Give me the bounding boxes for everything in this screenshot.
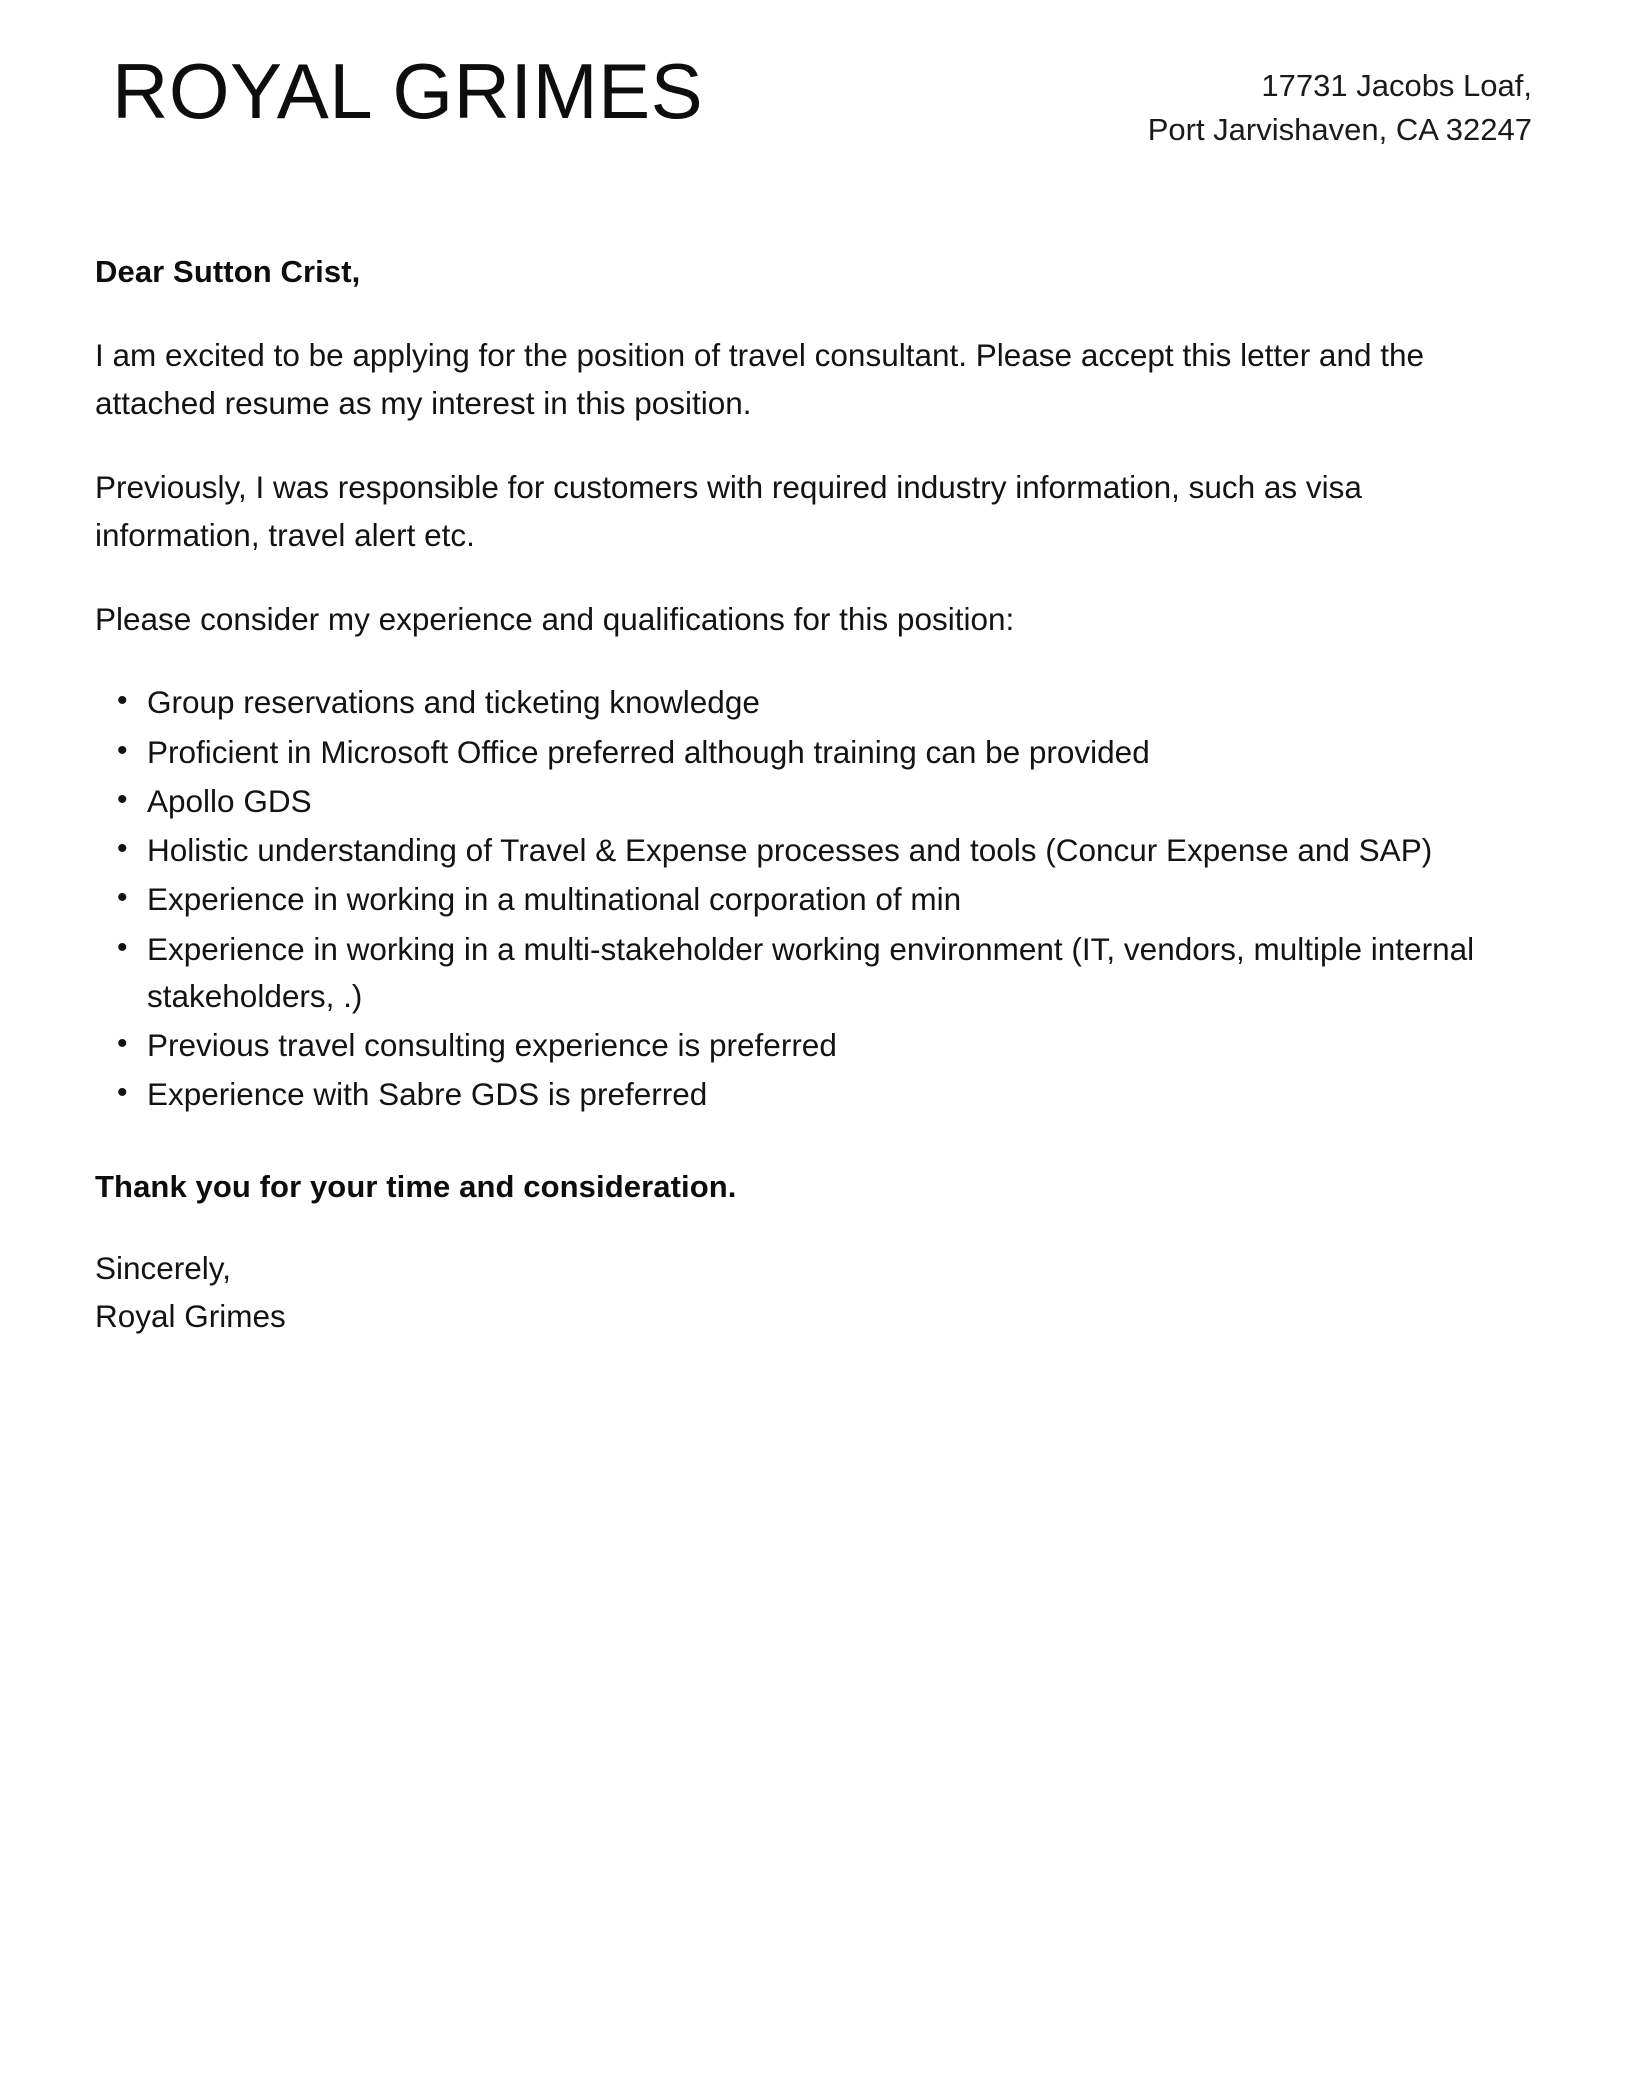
body-paragraph-1: I am excited to be applying for the position of travel consultant. Please accept this letter and the attached resume as my interest in this position. xyxy=(95,337,1425,421)
contact-address-block xyxy=(1148,50,1532,152)
list-item: • Group reservations and ticketing knowledge xyxy=(95,679,1515,726)
list-item: • Experience in working in a multi-stakeholder working environment (IT, vendors, multiple internal stakeholders, .) xyxy=(95,926,1515,1021)
list-item: • Experience in working in a multinational corporation of min xyxy=(95,876,1515,923)
list-item: • Previous travel consulting experience is preferred xyxy=(95,1022,1515,1069)
qualifications-list xyxy=(95,679,1515,1118)
list-item: • Experience with Sabre GDS is preferred xyxy=(95,1071,1515,1118)
salutation: Dear Sutton Crist, xyxy=(95,254,361,290)
sign-off: Sincerely, xyxy=(95,1249,231,1286)
signature-name: Royal Grimes xyxy=(95,1297,286,1334)
closing-statement: Thank you for your time and consideration. xyxy=(95,1168,737,1204)
list-item: • Proficient in Microsoft Office preferred although training can be provided xyxy=(95,729,1515,776)
list-item: • Apollo GDS xyxy=(95,778,1515,825)
address-line-1: 17731 Jacobs Loaf, xyxy=(1261,68,1532,103)
letter-header xyxy=(0,0,1632,152)
body-paragraph-3: Please consider my experience and qualifications for this position: xyxy=(95,600,1015,637)
address-line-2: Port Jarvishaven, CA 32247 xyxy=(1147,112,1532,148)
letter-body xyxy=(0,254,1632,1340)
body-paragraph-2: Previously, I was responsible for customers with required industry information, such as visa information, travel alert etc. xyxy=(95,468,1362,553)
signature-block xyxy=(95,1245,1532,1341)
page-title: ROYAL GRIMES xyxy=(112,47,704,135)
list-item: • Holistic understanding of Travel & Expense processes and tools (Concur Expense and SAP) xyxy=(95,827,1515,874)
